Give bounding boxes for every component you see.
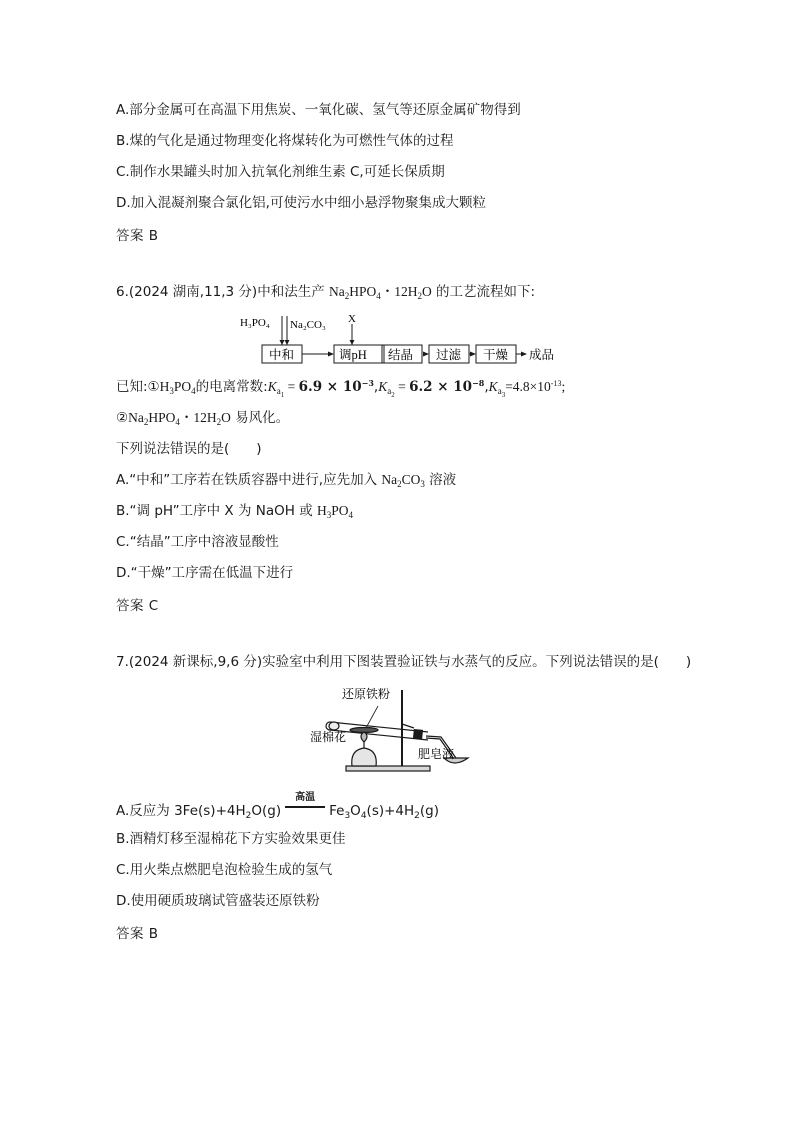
q7-option-a-mid: O(g) (251, 803, 282, 819)
q6-ka1-value (299, 379, 374, 395)
q6-option-d: D.“干燥”工序需在低温下进行 (116, 565, 294, 581)
q5-option-c: C.制作水果罐头时加入抗氧化剂维生素 C,可延长保质期 (116, 164, 445, 180)
q6-answer: 答案 C (116, 598, 159, 614)
q6-flow-diagram (230, 312, 570, 368)
q6-known-1: 已知$:①H_3PO_4$的电离常数$:K_{a_1} = 6.9 \times 10^{-3},K_{a_2} = 6.2 \times 10^{-8},K_{a_3}=4.8\times 10^{-13}$; (116, 378, 566, 399)
q6-known-text: 的电离常数: (195, 379, 268, 395)
q5-option-d: D.加入混凝剂聚合氯化铝,可使污水中细小悬浮物聚集成大颗粒 (116, 195, 486, 211)
q5-option-b: B.煤的气化是通过物理变化将煤转化为可燃性气体的过程 (116, 133, 454, 149)
q6-stem (116, 283, 535, 301)
q6-h3po4: $H_3PO_4$ (159, 379, 196, 396)
q6-known2-suffix: 易风化。 (235, 410, 290, 426)
q6-known-2 (116, 409, 289, 427)
q6-option-a-pre: A.“中和”工序若在铁质容器中进行,应先加入 (116, 472, 382, 488)
q6-ka3: $K_{a_3}$ (488, 379, 506, 399)
q6-prompt: 下列说法错误的是( ) (116, 441, 262, 457)
q6-ka2-exp: −8 (472, 378, 485, 388)
q6-formula: $Na_2HPO_4$・$12H_2O$ (329, 284, 432, 301)
q7-stem: 7.(2024 新课标,9,6 分)实验室中利用下图装置验证铁与水蒸气的反应。下列说法错误的是( ) (116, 654, 692, 670)
q7-option-a-post: Fe (329, 803, 345, 819)
q7-option-d: D.使用硬质玻璃试管盛装还原铁粉 (116, 893, 320, 909)
q6-option-b (116, 502, 353, 520)
q6-h3po4-b: $H_3PO_4$ (317, 503, 354, 520)
q6-ka2-mantissa: 6.2 × 10 (409, 379, 473, 395)
q6-option-a (116, 471, 456, 489)
q6-known-prefix: 已知:① (116, 379, 160, 395)
q7-reaction-bar (285, 806, 325, 808)
q7-option-a-end: (g) (419, 803, 440, 819)
q7-option-a-tail: (s)+4H (366, 803, 415, 819)
flow-step-crystallize: 结晶 (388, 348, 414, 362)
flow-step-filter: 过滤 (436, 348, 462, 362)
q6-ka3-value: $=4.8\times 10^{-13}$; (505, 379, 566, 394)
q6-stem-suffix: 的工艺流程如下: (431, 284, 536, 300)
flow-step-neutralize: 中和 (269, 348, 295, 362)
q6-circled-2: ② (116, 410, 129, 426)
flow-step-adjust-ph: 调pH (339, 348, 367, 362)
q6-ka1: $K_{a_1}$ = (267, 379, 299, 399)
q6-ka2-value (409, 379, 484, 395)
q7-answer: 答案 B (116, 926, 159, 942)
fig-label-iron-powder: 还原铁粉 (342, 687, 391, 701)
fig-label-wet-cotton: 湿棉花 (310, 730, 347, 744)
q6-ka2: $K_{a_2}$ = (378, 379, 410, 399)
q7-option-a: A.反应为 $3Fe(s)+4H_2O(g)$ 高温 $Fe_3O_4(s)+4H_2(g)$ (116, 799, 439, 820)
q6-option-b-pre: B.“调 pH”工序中 X 为 NaOH 或 (116, 503, 317, 519)
q7-reaction-arrow (285, 792, 325, 817)
q7-apparatus-figure (306, 684, 478, 776)
flow-product: 成品 (529, 348, 555, 362)
q7-option-c: C.用火柴点燃肥皂泡检验生成的氢气 (116, 862, 333, 878)
q7-reaction-condition: 高温 (295, 792, 316, 803)
q6-ka1-exp: −3 (361, 378, 374, 388)
q6-ka3-mantissa: =4.8×10 (505, 379, 551, 394)
q6-option-c: C.“结晶”工序中溶液显酸性 (116, 534, 279, 550)
flow-input-h3po4: H₃PO₄ (240, 317, 270, 329)
q6-option-a-post: 溶液 (429, 472, 457, 488)
q6-ka1-mantissa: 6.9 × 10 (298, 379, 362, 395)
q6-ka3-exp: -13 (550, 379, 562, 388)
q7-option-b: B.酒精灯移至湿棉花下方实验效果更佳 (116, 831, 346, 847)
flow-step-dry: 干燥 (483, 348, 509, 362)
q5-answer: 答案 B (116, 228, 159, 244)
q7-option-a-pre: A.反应为 3Fe(s)+4H (116, 803, 246, 819)
q6-stem-prefix: 6.(2024 湖南,11,3 分)中和法生产 (116, 284, 329, 300)
fig-label-soap-solution: 肥皂液 (418, 747, 455, 761)
flow-input-x: X (348, 313, 356, 325)
flow-input-na2co3: Na₂CO₃ (290, 319, 326, 331)
q5-option-a: A.部分金属可在高温下用焦炭、一氧化碳、氢气等还原金属矿物得到 (116, 102, 521, 118)
q6-na2co3: $Na_2CO_3$ (381, 472, 425, 489)
q6-formula-2: $Na_2HPO_4$・$12H_2O$ (128, 410, 231, 427)
